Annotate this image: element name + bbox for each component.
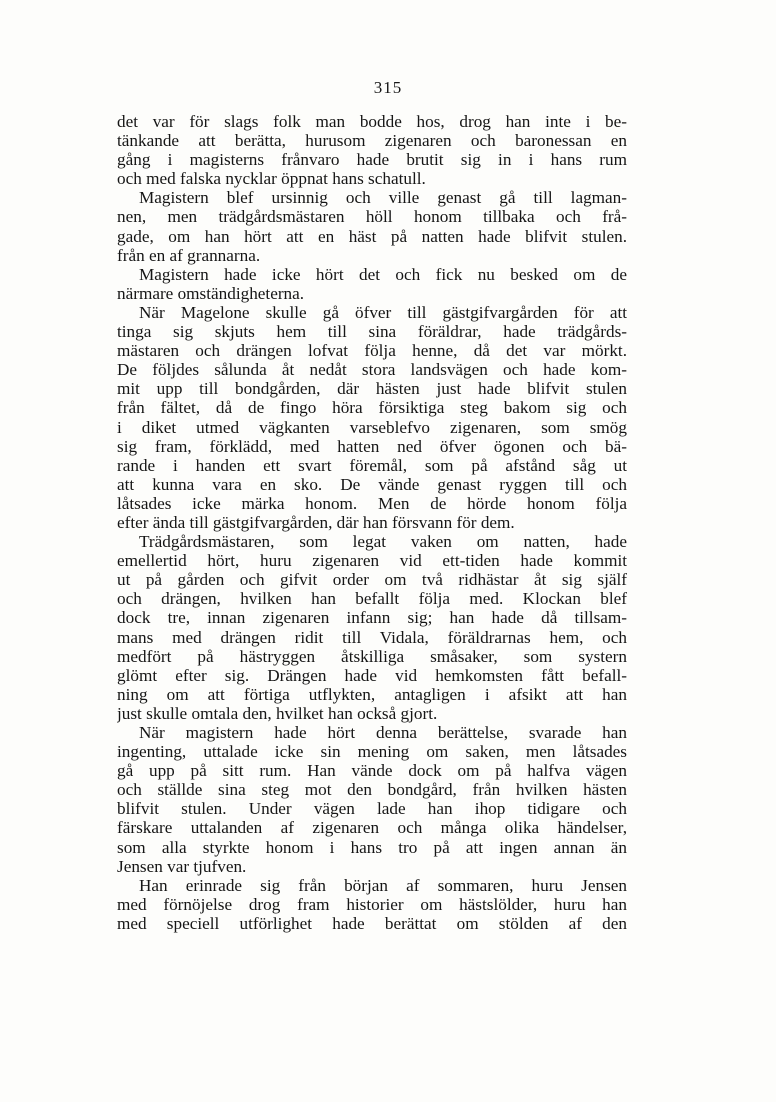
text-line: efter ända till gästgifvargården, där han försvann för dem. xyxy=(117,512,515,532)
text-line: dock tre, innan zigenaren infann sig; han hade då tillsam- xyxy=(117,608,627,628)
text-line: och drängen, hvilken han befallt följa med. Klockan blef xyxy=(117,589,627,609)
text-line: och ställde sina steg mot den bondgård, från hvilken hästen xyxy=(117,780,627,800)
text-line: ut på gården och gifvit order om två ridhästar åt sig själf xyxy=(117,570,627,590)
text-line: Magistern hade icke hört det och fick nu besked om de xyxy=(139,264,627,284)
text-line: i diket utmed vägkanten varseblefvo zigenaren, som smög xyxy=(117,417,627,437)
text-line: från en af grannarna. xyxy=(117,245,261,265)
text-line: från fältet, då de fingo höra försiktiga steg bakom sig och xyxy=(117,398,627,418)
text-line: mit upp till bondgården, där hästen just hade blifvit stulen xyxy=(117,379,627,399)
page-number: 315 xyxy=(373,78,403,97)
text-line: medfört på hästryggen åtskilliga småsaker, som systern xyxy=(117,646,627,666)
text-line: emellertid hört, huru zigenaren vid ett-tiden hade kommit xyxy=(117,551,627,571)
text-line: att kunna vara en sko. De vände genast ryggen till och xyxy=(117,474,627,494)
text-line: blifvit stulen. Under vägen lade han ihop tidigare och xyxy=(117,799,627,819)
text-line: rande i handen ett svart föremål, som på afstånd såg ut xyxy=(117,455,627,475)
text-line: ning om att förtiga utflykten, antagligen i afsikt att han xyxy=(117,684,627,704)
text-line: låtsades icke märka honom. Men de hörde honom följa xyxy=(117,493,627,513)
text-line: tänkande att berätta, hurusom zigenaren och baronessan en xyxy=(117,131,627,151)
text-line: När magistern hade hört denna berättelse, svarade han xyxy=(139,723,627,742)
text-line: färskare uttalanden af zigenaren och många olika händelser, xyxy=(117,818,627,838)
text-line: närmare omständigheterna. xyxy=(117,283,305,303)
text-line: Trädgårdsmästaren, som legat vaken om natten, hade xyxy=(139,532,627,552)
text-line: Jensen var tjufven. xyxy=(117,856,247,876)
text-line: glömt efter sig. Drängen hade vid hemkomsten fått befall- xyxy=(117,665,627,685)
text-line: gade, om han hört att en häst på natten hade blifvit stulen. xyxy=(117,226,627,246)
text-line: sig fram, förklädd, med hatten ned öfver ögonen och bä- xyxy=(117,436,627,456)
text-line: det var för slags folk man bodde hos, drog han inte i be- xyxy=(117,112,627,131)
text-line: Magistern blef ursinnig och ville genast gå till lagman- xyxy=(139,188,627,208)
text-line: mästaren och drängen lofvat följa henne, då det var mörkt. xyxy=(117,341,627,361)
body-text xyxy=(117,112,627,933)
text-line: med speciell utförlighet hade berättat om stölden af den xyxy=(117,913,627,933)
text-line: När Magelone skulle gå öfver till gästgifvargården för att xyxy=(139,302,627,322)
text-line: ingenting, uttalade icke sin mening om saken, men låtsades xyxy=(117,742,627,762)
text-line: och med falska nycklar öppnat hans schatull. xyxy=(117,169,426,189)
text-line: De följdes sålunda åt nedåt stora landsvägen och hade kom- xyxy=(117,360,627,380)
text-line: mans med drängen ridit till Vidala, föräldrarnas hem, och xyxy=(117,627,627,647)
text-line: gå upp på sitt rum. Han vände dock om på halfva vägen xyxy=(117,761,627,781)
text-line: gång i magisterns frånvaro hade brutit sig in i hans rum xyxy=(117,150,627,170)
text-line: med förnöjelse drog fram historier om hästslölder, huru han xyxy=(117,894,627,914)
text-line: just skulle omtala den, hvilket han också gjort. xyxy=(117,703,438,723)
text-line: Han erinrade sig från början af sommaren, huru Jensen xyxy=(139,875,627,895)
text-line: nen, men trädgårdsmästaren höll honom tillbaka och frå- xyxy=(117,207,627,227)
text-line: som alla styrkte honom i hans tro på att ingen annan än xyxy=(117,837,627,857)
text-line: tinga sig skjuts hem till sina föräldrar, hade trädgårds- xyxy=(117,322,627,342)
